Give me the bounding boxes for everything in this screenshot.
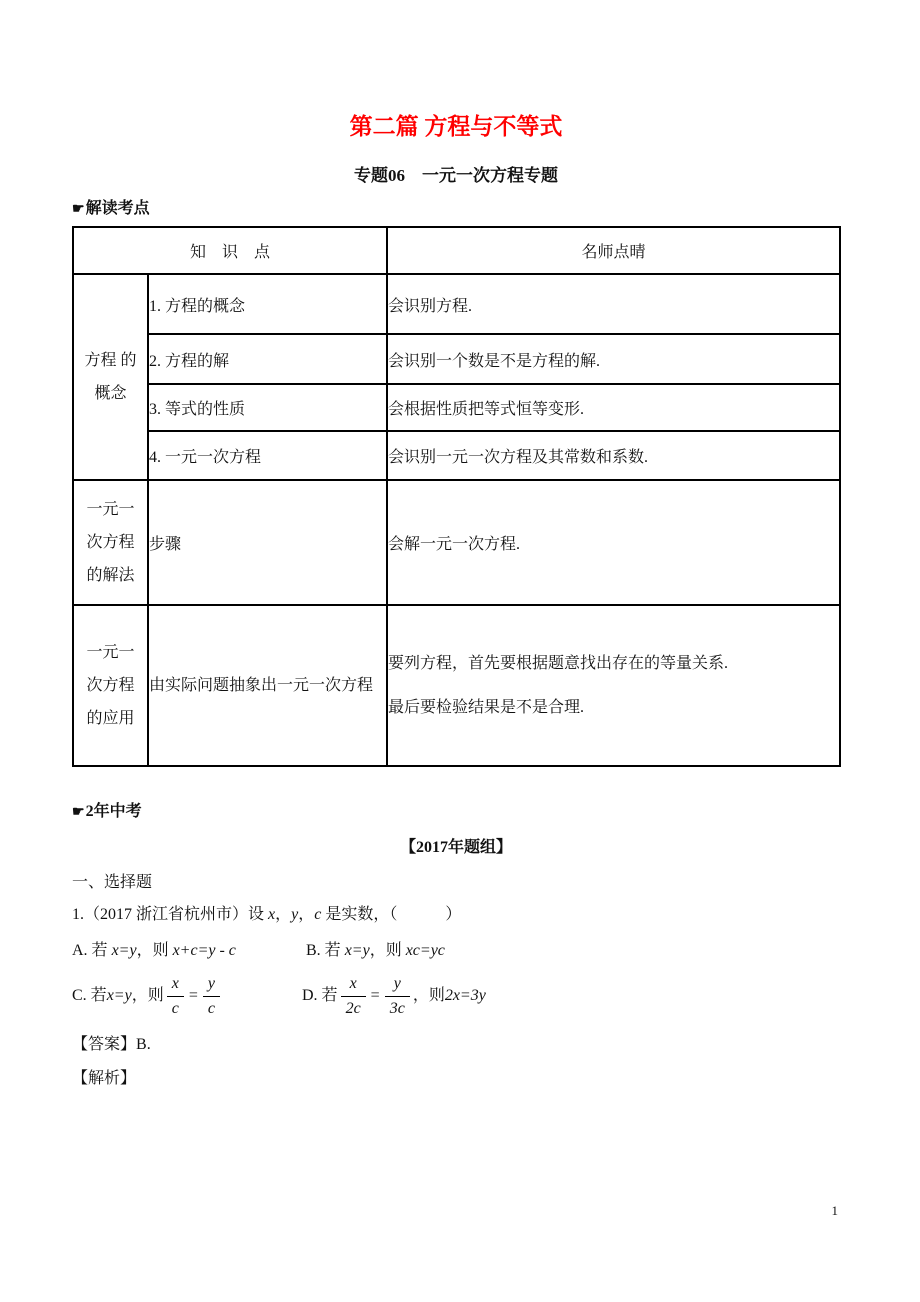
answer-value: B. — [136, 1036, 151, 1054]
analysis-label: 【解析】 — [72, 1070, 137, 1088]
knowledge-points-table — [72, 226, 841, 767]
section-header-two-year-label: 2年中考 — [85, 803, 142, 820]
question-type-heading: 一、选择题 — [72, 874, 153, 891]
group-label-line: 的解法 — [86, 567, 135, 584]
equals-sign: = — [370, 987, 380, 1005]
column-header-tips: 名师点晴 — [387, 227, 840, 274]
fraction — [385, 972, 410, 1021]
option-d — [302, 972, 532, 1021]
topic-title: 专题06 一元一次方程专题 — [354, 166, 558, 185]
table-row — [73, 274, 840, 334]
fraction-numerator: x — [167, 972, 184, 997]
stem-text: 是实数，（ ） — [321, 906, 462, 923]
year-group-heading: 【2017年题组】 — [399, 839, 512, 856]
knowledge-point-cell: 步骤 — [148, 480, 387, 605]
option-label: C. 若 — [72, 987, 107, 1005]
math-var: x — [268, 906, 276, 923]
pointing-hand-icon: ☛ — [72, 202, 86, 217]
group-label-line: 次方程 — [86, 534, 135, 551]
options-row-cd — [72, 968, 840, 1024]
tip-cell: 会识别一元一次方程及其常数和系数. — [387, 431, 840, 480]
math-expression: x=y — [111, 942, 137, 960]
tip-line: 要列方程，首先要根据题意找出存在的等量关系. — [388, 654, 729, 672]
answer-label: 【答案】 — [72, 1036, 137, 1054]
tip-cell: 会解一元一次方程. — [387, 480, 840, 605]
math-expression: xc=yc — [405, 942, 445, 960]
chapter-title: 第二篇 方程与不等式 — [349, 114, 563, 139]
fraction-denominator: c — [171, 999, 179, 1017]
group-label-application — [73, 605, 148, 766]
fraction — [203, 972, 220, 1021]
fraction-denominator: c — [207, 999, 215, 1017]
answer-line — [72, 1032, 840, 1058]
knowledge-point-cell: 由实际问题抽象出一元一次方程 — [148, 605, 387, 766]
tip-cell: 会识别一个数是不是方程的解. — [387, 334, 840, 384]
fraction-numerator: y — [203, 972, 220, 997]
tip-cell — [387, 605, 840, 766]
fraction — [341, 972, 366, 1021]
column-header-knowledge: 知 识 点 — [73, 227, 387, 274]
stem-text: ， — [275, 906, 292, 923]
section-header-two-year-exam — [72, 801, 840, 824]
group-label-line: 一元一 — [86, 501, 135, 518]
table-row — [73, 384, 840, 431]
fraction-denominator: 2c — [345, 999, 361, 1017]
option-c — [72, 972, 302, 1021]
knowledge-point-cell: 1. 方程的概念 — [148, 274, 387, 334]
math-var: y — [291, 906, 299, 923]
group-label-solving-method — [73, 480, 148, 605]
section-header-exam-points-label: 解读考点 — [85, 200, 150, 217]
option-text: ，则 — [369, 942, 406, 960]
fraction-denominator: 3c — [389, 999, 405, 1017]
group-label-line: 的应用 — [86, 710, 135, 727]
option-text: ，则 — [136, 942, 173, 960]
tip-cell: 会根据性质把等式恒等变形. — [387, 384, 840, 431]
math-expression: x=y — [106, 987, 132, 1005]
option-label: B. 若 — [306, 942, 345, 960]
math-expression: x=y — [344, 942, 370, 960]
pointing-hand-icon: ☛ — [72, 805, 86, 820]
tip-line: 最后要检验结果是不是合理. — [388, 698, 585, 716]
table-header-row — [73, 227, 840, 274]
fraction-numerator: y — [385, 972, 410, 997]
equals-sign: = — [188, 987, 198, 1005]
group-label-equation-concept — [73, 274, 148, 480]
option-text: ，则 — [412, 987, 445, 1005]
fraction-numerator: x — [341, 972, 366, 997]
group-label-line: 一元一 — [86, 644, 135, 661]
knowledge-point-cell: 4. 一元一次方程 — [148, 431, 387, 480]
group-label-line: 次方程 — [86, 677, 135, 694]
knowledge-point-cell: 2. 方程的解 — [148, 334, 387, 384]
table-row — [73, 480, 840, 605]
option-b — [306, 938, 536, 964]
option-text: ，则 — [131, 987, 164, 1005]
group-label-line: 方程 的 — [84, 352, 137, 369]
math-expression: 2x=3y — [444, 987, 486, 1005]
table-row — [73, 334, 840, 384]
table-row — [73, 431, 840, 480]
stem-text: 1.（2017 浙江省杭州市）设 — [72, 906, 269, 923]
knowledge-point-cell: 3. 等式的性质 — [148, 384, 387, 431]
stem-text: ， — [298, 906, 315, 923]
page-number: 1 — [831, 1203, 838, 1218]
math-expression: x+c=y - c — [172, 942, 236, 960]
options-row-ab — [72, 938, 840, 964]
question-1-stem — [72, 902, 840, 928]
option-a — [72, 938, 302, 964]
option-label: D. 若 — [302, 987, 338, 1005]
analysis-line — [72, 1066, 840, 1092]
tip-cell: 会识别方程. — [387, 274, 840, 334]
section-header-exam-points — [72, 198, 840, 221]
group-label-line: 概念 — [94, 385, 127, 402]
option-label: A. 若 — [72, 942, 112, 960]
table-row — [73, 605, 840, 766]
fraction — [167, 972, 184, 1021]
math-var: c — [314, 906, 322, 923]
